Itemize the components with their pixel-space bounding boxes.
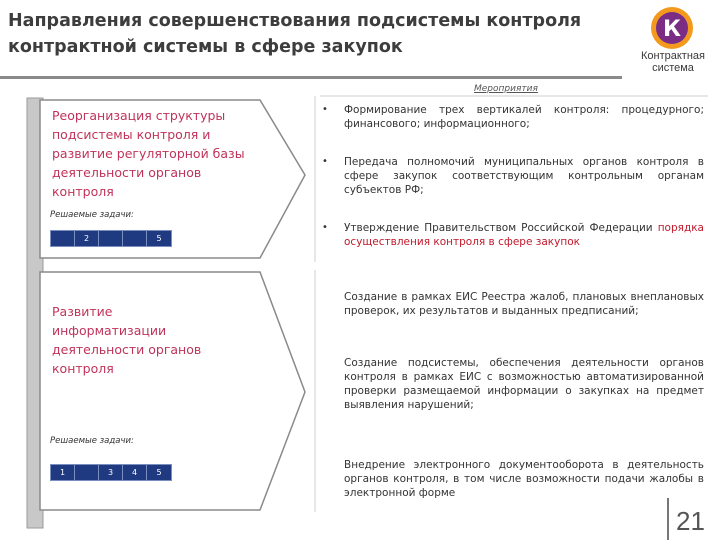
measure-5: Создание подсистемы, обеспечения деятельности органов контроля в рамках ЕИС с возможностью автоматизированной проверки размещаемой информации о закупках на предмет выявления нарушений;	[344, 357, 704, 411]
task-cell	[51, 231, 75, 246]
task-cell: 1	[51, 465, 75, 480]
task-cell	[75, 465, 99, 480]
panel-2-tasks-bar	[50, 464, 172, 481]
bullet-2: •	[322, 156, 328, 167]
task-cell: 3	[99, 465, 123, 480]
page-title: Направления совершенствования подсистемы контроля контрактной системы в сфере закупок	[8, 11, 582, 57]
measure-1: Формирование трех вертикалей контроля: процедурного; финансового; информационного;	[344, 104, 704, 130]
measure-3	[344, 221, 704, 249]
task-cell	[123, 231, 147, 246]
measure-6: Внедрение электронного документооборота в деятельность органов контроля, в том числе возможности подачи жалобы в электронной форме	[344, 459, 704, 499]
panel-1-tasks-label: Решаемые задачи:	[50, 210, 134, 220]
page-number: 21	[676, 506, 705, 536]
panel-1-tasks-bar	[50, 230, 172, 247]
measures-caption: Мероприятия	[474, 84, 538, 94]
measure-4: Создание в рамках ЕИС Реестра жалоб, плановых внеплановых проверок, их результатов и выданных предписаний;	[344, 291, 704, 317]
task-cell: 4	[123, 465, 147, 480]
measure-3-highlight: порядка осуществления контроля в сфере закупок	[344, 222, 704, 248]
bullet-3: •	[322, 222, 328, 233]
measure-3-text: Утверждение Правительством Российской Федерации	[344, 222, 658, 234]
task-cell: 5	[156, 468, 162, 477]
panel-2-tasks-label: Решаемые задачи:	[50, 436, 134, 446]
task-cell	[99, 231, 123, 246]
task-cell: 2	[75, 231, 99, 246]
task-cell: 5	[156, 234, 162, 243]
bullet-1: •	[322, 104, 328, 115]
logo-caption-line2: система	[652, 62, 694, 74]
logo-caption-line1: Контрактная	[641, 50, 705, 62]
measure-2: Передача полномочий муниципальных органов контроля в сфере закупок соответствующим контрольным органам субъектов РФ;	[344, 156, 704, 196]
svg-text:К: К	[663, 17, 681, 42]
panel-1-title: Реорганизация структуры подсистемы контроля и развитие регуляторной базы деятельности органов контроля	[52, 108, 245, 199]
page-number-divider	[667, 498, 669, 540]
panel-2-title: Развитие информатизации деятельности органов контроля	[52, 304, 202, 376]
